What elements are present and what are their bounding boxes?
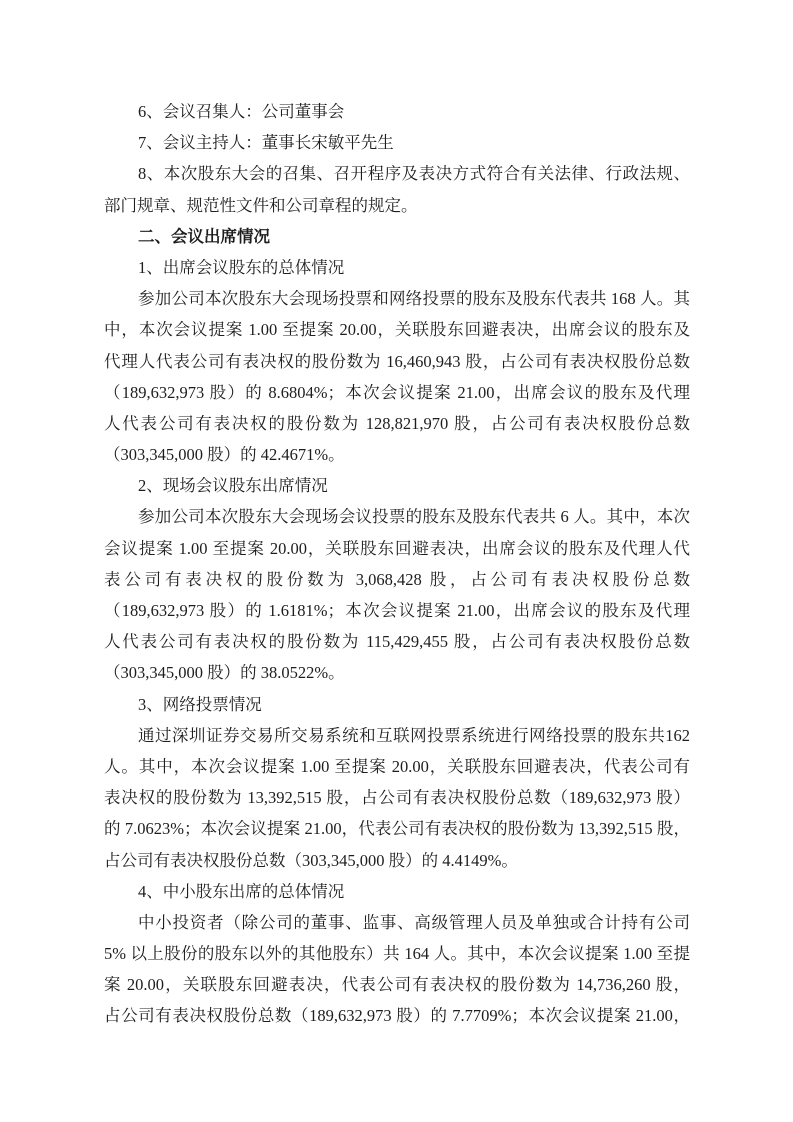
para-onsite-line-3: 表公司有表决权的股份数为 3,068,428 股，占公司有表决权股份总数 [104, 569, 690, 589]
para-online-line-2: 人。其中，本次会议提案 1.00 至提案 20.00，关联股东回避表决，代表公司有 [104, 756, 690, 776]
para-overall-line-5: 人代表公司有表决权的股份数为 128,821,970 股，占公司有表决权股份总数 [104, 413, 690, 433]
para-onsite-line-4: （189,632,973 股）的 1.6181%；本次会议提案 21.00，出席会议的股东及代理 [104, 601, 690, 620]
line-convener: 6、会议召集人：公司董事会 [138, 102, 345, 121]
subheading-onsite-attendance: 2、现场会议股东出席情况 [138, 476, 328, 496]
subheading-overall-attendance: 1、出席会议股东的总体情况 [138, 257, 345, 277]
para-small-line-4: 占公司有表决权股份总数（189,632,973 股）的 7.7709%；本次会议提案 21.00， [104, 1006, 690, 1026]
para-overall-line-3: 代理人代表公司有表决权的股份数为 16,460,943 股，占公司有表决权股份总数 [104, 351, 690, 371]
para-online-line-3: 表决权的股份数为 13,392,515 股，占公司有表决权股份总数（189,632,973 股） [104, 788, 690, 808]
para-small-line-2: 5% 以上股份的股东以外的其他股东）共 164 人。其中，本次会议提案 1.00 至提 [104, 944, 690, 964]
para-onsite-line-5: 人代表公司有表决权的股份数为 115,429,455 股，占公司有表决权股份总数 [104, 632, 690, 652]
line-compliance-2: 部门规章、规范性文件和公司章程的规定。 [104, 195, 418, 215]
para-onsite-line-1: 参加公司本次股东大会现场会议投票的股东及股东代表共 6 人。其中，本次 [138, 507, 690, 527]
para-overall-line-2: 中，本次会议提案 1.00 至提案 20.00，关联股东回避表决，出席会议的股东及 [104, 320, 690, 340]
line-compliance-1: 8、本次股东大会的召集、召开程序及表决方式符合有关法律、行政法规、 [138, 164, 690, 184]
subheading-online-voting: 3、网络投票情况 [138, 694, 262, 714]
para-onsite-line-6: （303,345,000 股）的 38.0522%。 [104, 663, 345, 683]
section-heading-attendance: 二、会议出席情况 [138, 226, 270, 246]
para-online-line-4: 的 7.0623%；本次会议提案 21.00，代表公司有表决权的股份数为 13,392,515 股， [104, 819, 690, 839]
para-online-line-1: 通过深圳证券交易所交易系统和互联网投票系统进行网络投票的股东共162 [138, 725, 690, 745]
para-small-line-1: 中小投资者（除公司的董事、监事、高级管理人员及单独或合计持有公司 [138, 912, 690, 932]
para-onsite-line-2: 会议提案 1.00 至提案 20.00，关联股东回避表决，出席会议的股东及代理人代 [104, 538, 690, 558]
line-chair: 7、会议主持人：董事长宋敏平先生 [138, 133, 394, 153]
para-overall-line-6: （303,345,000 股）的 42.4671%。 [104, 445, 345, 465]
para-online-line-5: 占公司有表决权股份总数（303,345,000 股）的 4.4149%。 [104, 850, 518, 870]
para-overall-line-1: 参加公司本次股东大会现场投票和网络投票的股东及股东代表共 168 人。其 [138, 289, 690, 309]
para-small-line-3: 案 20.00，关联股东回避表决，代表公司有表决权的股份数为 14,736,260 股， [104, 975, 690, 995]
subheading-small-shareholders: 4、中小股东出席的总体情况 [138, 881, 345, 901]
para-overall-line-4: （189,632,973 股）的 8.6804%；本次会议提案 21.00，出席会议的股东及代理 [104, 382, 690, 402]
document-body [104, 96, 690, 1032]
